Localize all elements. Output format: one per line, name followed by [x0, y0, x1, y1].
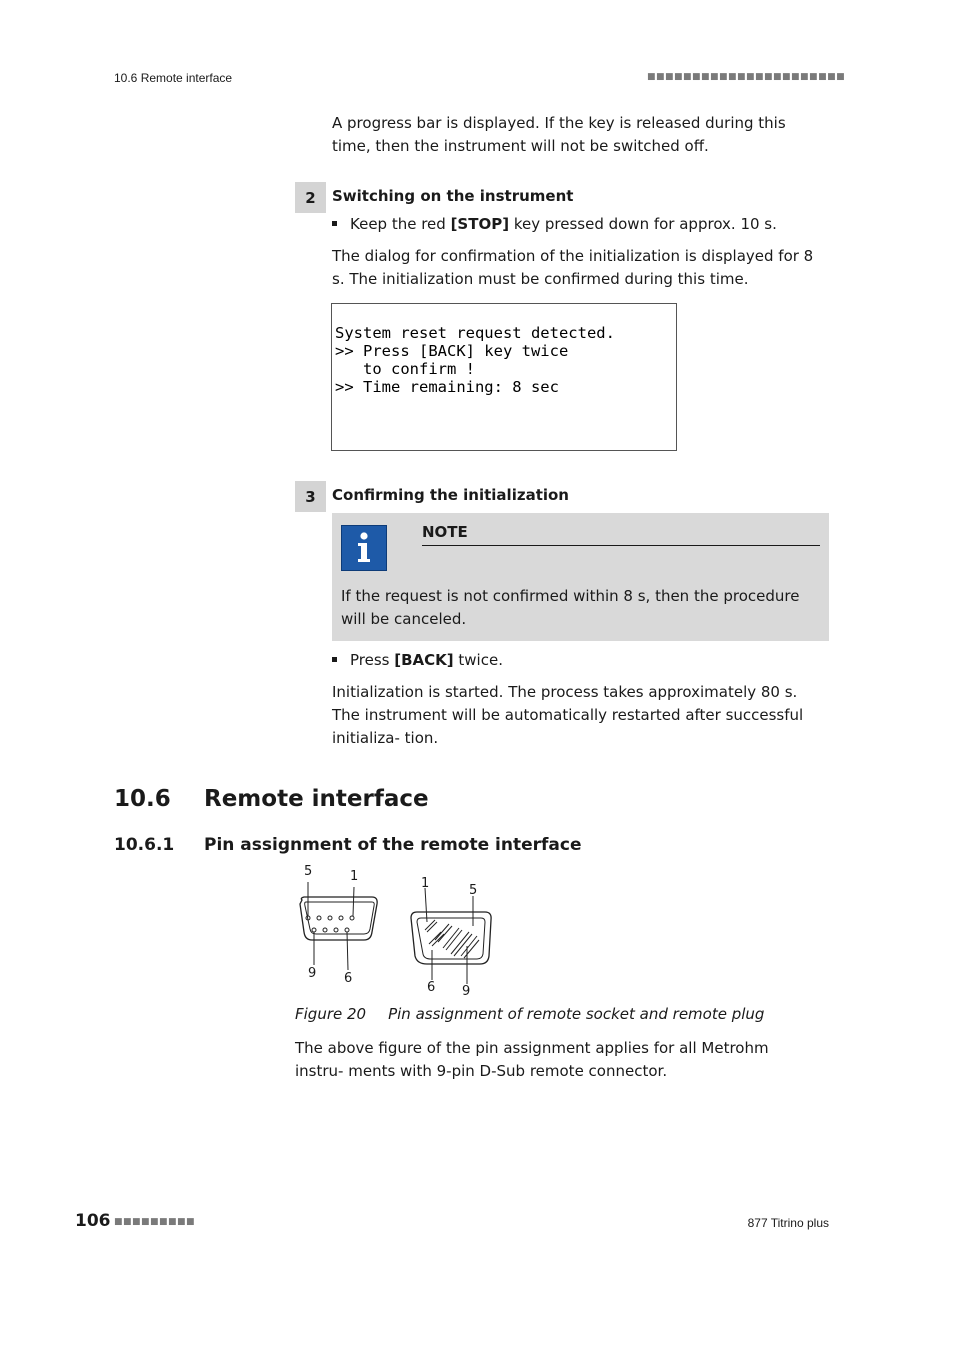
figure-caption [295, 1005, 764, 1023]
socket-pin-label: 6 [344, 971, 353, 986]
socket-pin-label: 5 [304, 864, 313, 879]
display-line: >> Time remaining: 8 sec [335, 378, 559, 396]
instrument-display [331, 303, 677, 451]
step3-bullet: Press [BACK] twice. [332, 649, 828, 672]
figure-caption-label: Figure 20 [295, 1005, 367, 1023]
step3-paragraph: Initialization is started. The process takes approximately 80 s. The instrument will be automatically restarted after successful initializa- tion. [332, 683, 804, 747]
note-divider [422, 545, 820, 546]
subsection-title: Pin assignment of the remote interface [204, 835, 582, 855]
header-dots: ■■■■■■■■■■■■■■■■■■■■■■ [647, 72, 846, 82]
step-title-3: Confirming the initialization [332, 486, 569, 504]
plug-pin-label: 9 [462, 984, 471, 999]
step2-paragraph: The dialog for confirmation of the initialization is displayed for 8 s. The initialization must be confirmed during this time. [332, 247, 814, 288]
socket-pin-label: 9 [308, 966, 317, 981]
footer-dots: ■■■■■■■■■ [114, 1217, 196, 1227]
plug-pin-label: 6 [427, 980, 436, 995]
section-heading [114, 786, 429, 812]
socket-pin-label: 1 [350, 869, 359, 884]
subsection-number: 10.6.1 [114, 835, 175, 855]
bullet-marker [332, 221, 337, 226]
display-line: to confirm ! [335, 360, 475, 378]
plug-pin-label: 5 [469, 883, 478, 898]
key-stop: [STOP] [450, 215, 510, 233]
step-number-2: 2 [295, 182, 326, 213]
product-name: 877 Titrino plus [747, 1216, 829, 1230]
step-number-3: 3 [295, 481, 326, 512]
remote-plug-figure [405, 874, 500, 1004]
closing-paragraph: The above figure of the pin assignment applies for all Metrohm instru- ments with 9-pin D-Sub remote connector. [295, 1039, 769, 1080]
section-title: Remote interface [204, 786, 429, 812]
plug-pin-label: 1 [421, 876, 430, 891]
key-back: [BACK] [394, 651, 454, 669]
step2-bullet: Keep the red [STOP] key pressed down for approx. 10 s. [332, 213, 828, 236]
note-box [332, 513, 829, 641]
remote-socket-figure [290, 862, 390, 992]
running-header: 10.6 Remote interface [114, 71, 233, 85]
figure-caption-text: Pin assignment of remote socket and remote plug [388, 1005, 765, 1023]
display-line: >> Press [BACK] key twice [335, 342, 569, 360]
info-icon [341, 525, 387, 571]
page-number: 106 [75, 1211, 111, 1231]
intro-paragraph: A progress bar is displayed. If the key is released during this time, then the instrument will not be switched off. [332, 114, 786, 155]
bullet-marker [332, 657, 337, 662]
note-title: NOTE [422, 523, 468, 541]
subsection-heading [114, 835, 582, 855]
display-line: System reset request detected. [335, 324, 615, 342]
step-title-2: Switching on the instrument [332, 187, 574, 205]
section-number: 10.6 [114, 786, 171, 812]
note-text: If the request is not confirmed within 8 s, then the procedure will be canceled. [341, 587, 800, 628]
